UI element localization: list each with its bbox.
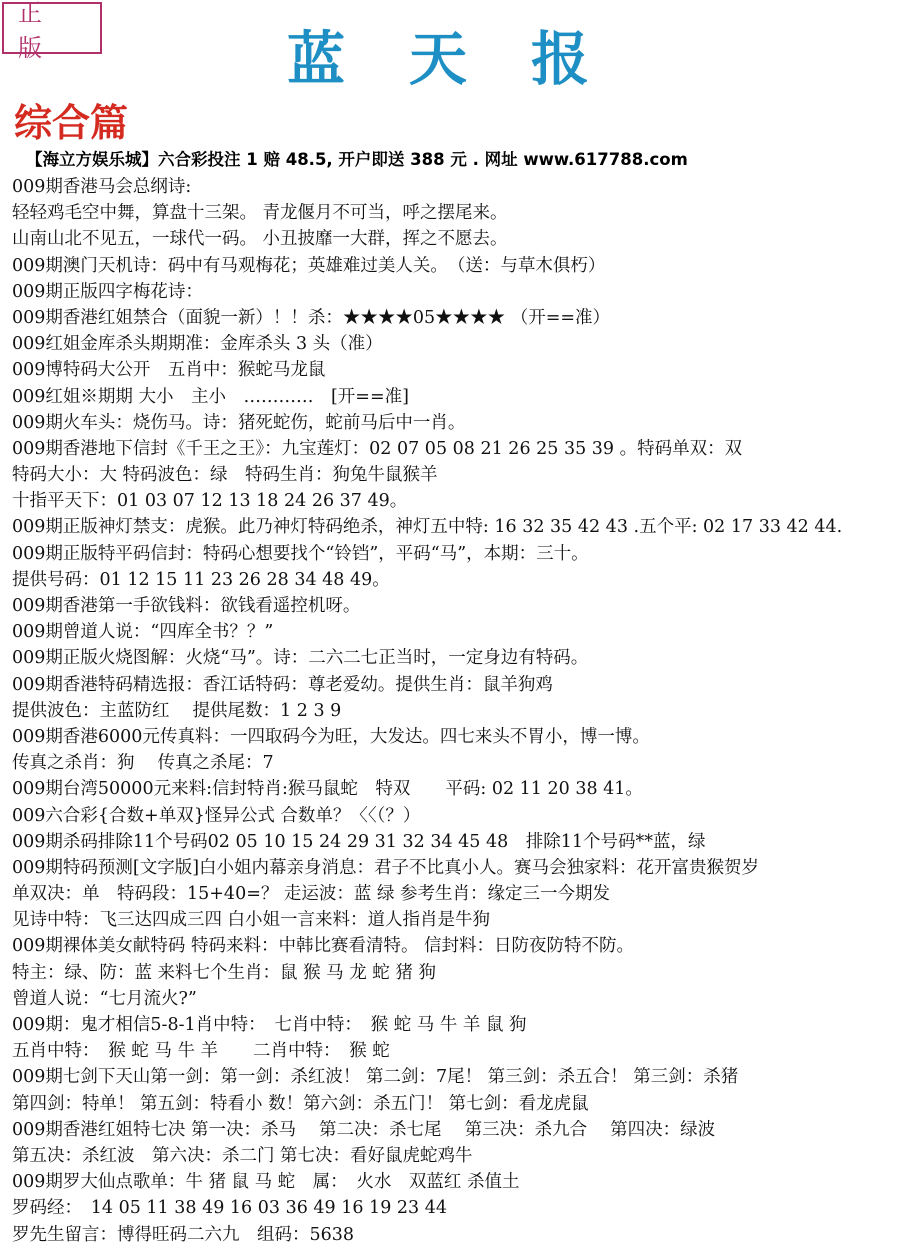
- text-line: 曾道人说：“七月流火?”: [12, 988, 197, 1009]
- text-line: 单双决：单 特码段：15+40=？ 走运波：蓝 绿 参考生肖：缘定三一今期发: [12, 884, 611, 905]
- advertisement-line: 【海立方娱乐城】六合彩投注 1 赔 48.5, 开户即送 388 元 . 网址 www.617788.com: [26, 150, 688, 169]
- section-title: 综合篇: [14, 100, 129, 145]
- text-line: 009红姐※期期 大小 主小 ………… [开==准]: [12, 386, 409, 407]
- text-line: 特主：绿、防：蓝 来料七个生肖：鼠 猴 马 龙 蛇 猪 狗: [12, 962, 436, 983]
- page-title: 蓝天报: [286, 25, 653, 93]
- text-line: 009红姐金库杀头期期准：金库杀头 3 头（准）: [12, 334, 383, 355]
- text-line: 009期香港6000元传真料：一四取码今为旺，大发达。四七来头不胃小，博一博。: [12, 726, 650, 747]
- text-line: 009期七剑下天山第一剑：第一剑：杀红波！ 第二剑：7尾！ 第三剑：杀五合！ 第三剑：杀猪: [12, 1067, 739, 1088]
- text-line: 009期正版四字梅花诗：: [12, 281, 203, 302]
- text-line: 009期香港地下信封《千王之王》：九宝莲灯：02 07 05 08 21 26 25 35 39 。特码单双：双: [12, 438, 743, 459]
- authentic-badge: 正版: [2, 2, 102, 54]
- text-line: 罗码经： 14 05 11 38 49 16 03 36 49 16 19 23 44: [12, 1198, 447, 1219]
- content-lines: [12, 174, 900, 1248]
- text-line: 009期香港红姐特七决 第一决：杀马 第二决：杀七尾 第三决：杀九合 第四决：绿波: [12, 1119, 716, 1140]
- text-line: 罗先生留言：博得旺码二六九 组码：5638: [12, 1224, 355, 1245]
- text-line: 第五决：杀红波 第六决：杀二门 第七决：看好鼠虎蛇鸡牛: [12, 1145, 473, 1166]
- text-line: 009期特码预测[文字版]白小姐内幕亲身消息：君子不比真小人。赛马会独家料：花开富贵猴贺岁: [12, 857, 760, 878]
- text-line: 009期曾道人说：“四库全书？？”: [12, 622, 274, 643]
- text-line: 009期香港红姐禁合（面貌一新）！！杀：★★★★05★★★★ （开==准）: [12, 307, 611, 328]
- text-line: 009期香港特码精选报：香江话特码：尊老爱幼。提供生肖：鼠羊狗鸡: [12, 674, 553, 695]
- text-line: 五肖中特： 猴 蛇 马 牛 羊 二肖中特： 猴 蛇: [12, 1041, 390, 1062]
- text-line: 轻轻鸡毛空中舞，算盘十三架。 青龙偃月不可当，呼之摆尾来。: [12, 203, 508, 224]
- text-line: 第四剑：特单！ 第五剑：特看小 数！第六剑：杀五门！ 第七剑：看龙虎鼠: [12, 1093, 589, 1114]
- text-line: 十指平天下：01 03 07 12 13 18 24 26 37 49。: [12, 491, 408, 512]
- text-line: 提供波色：主蓝防红 提供尾数：1 2 3 9: [12, 700, 342, 721]
- text-line: 提供号码：01 12 15 11 23 26 28 34 48 49。: [12, 569, 390, 590]
- text-line: 009期香港马会总纲诗:: [12, 177, 192, 197]
- text-line: 009期罗大仙点歌单：牛 猪 鼠 马 蛇 属： 火水 双蓝红 杀值土: [12, 1172, 520, 1193]
- text-line: 009期裸体美女献特码 特码来料：中韩比赛看清特。 信封料：日防夜防特不防。: [12, 936, 635, 957]
- text-line: 见诗中特：飞三达四成三四 白小姐一言来料：道人指肖是牛狗: [12, 910, 491, 931]
- text-line: 009期澳门天机诗：码中有马观梅花；英雄难过美人关。 （送：与草木俱朽）: [12, 255, 606, 276]
- text-line: 009期正版火烧图解：火烧“马”。诗：二六二七正当时，一定身边有特码。: [12, 648, 589, 669]
- text-line: 特码大小：大 特码波色：绿 特码生肖：狗兔牛鼠猴羊: [12, 465, 438, 486]
- text-line: 009博特码大公开 五肖中：猴蛇马龙鼠: [12, 360, 326, 381]
- text-line: 009期正版神灯禁支：虎猴。此乃神灯特码绝杀，神灯五中特: 16 32 35 42 43 .五个平: 02 17 33 42 44.: [12, 517, 843, 538]
- text-line: 009期杀码排除11个号码02 05 10 15 24 29 31 32 34 45 48 排除11个号码**蓝，绿: [12, 831, 706, 852]
- text-line: 山南山北不见五，一球代一码。 小丑披靡一大群，挥之不愿去。: [12, 229, 508, 250]
- text-line: 009期香港第一手欲钱料：欲钱看遥控机呀。: [12, 596, 361, 616]
- text-line: 009期台湾50000元来料:信封特肖:猴马鼠蛇 特双 平码: 02 11 20 38 41。: [12, 779, 643, 800]
- text-line: 009期正版特平码信封：特码心想要找个“铃铛”，平码“马”，本期：三十。: [12, 543, 589, 564]
- text-line: 009期火车头：烧伤马。诗：猪死蛇伤，蛇前马后中一肖。: [12, 412, 466, 433]
- text-line: 009期：鬼才相信5-8-1肖中特： 七肖中特： 猴 蛇 马 牛 羊 鼠 狗: [12, 1015, 527, 1035]
- text-line: 009六合彩{合数+单双}怪异公式 合数单？〈〈（？）: [12, 805, 421, 826]
- text-line: 传真之杀肖：狗 传真之杀尾：7: [12, 753, 274, 774]
